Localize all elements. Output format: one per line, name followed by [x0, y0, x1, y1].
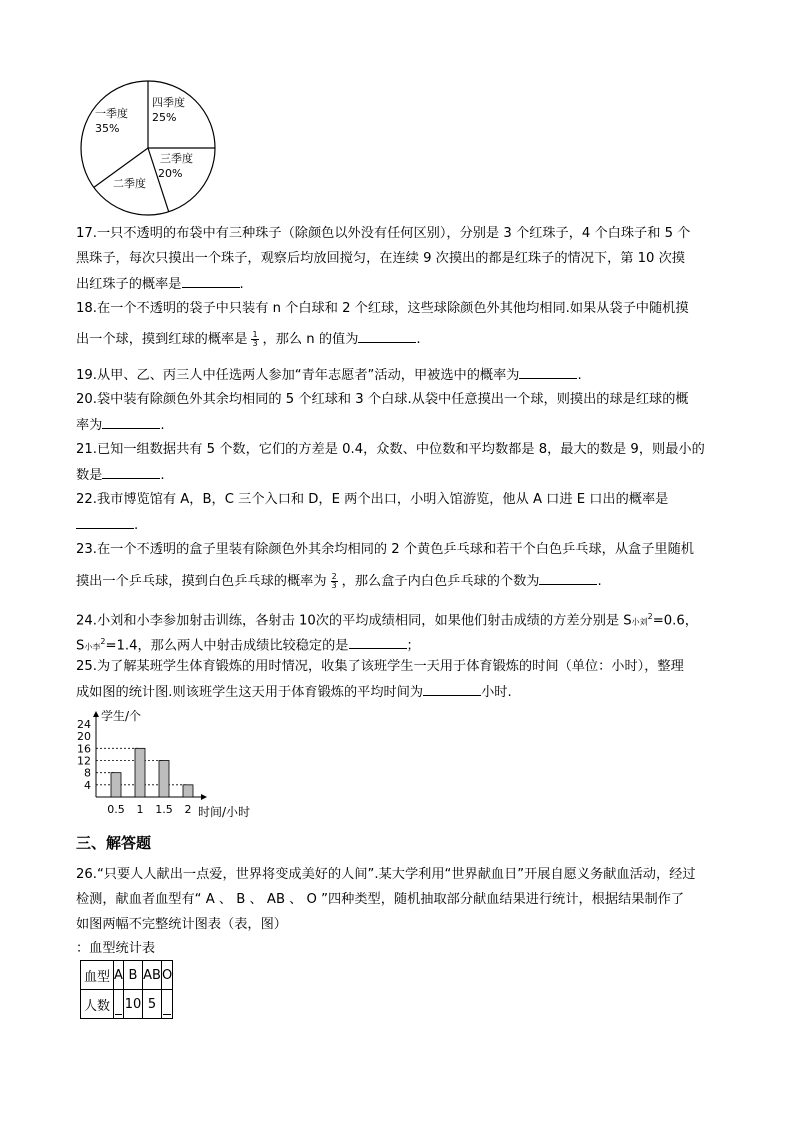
q19-text: 19.从甲、乙、丙三人中任选两人参加“青年志愿者”活动，甲被选中的概率为	[76, 368, 520, 383]
answer-blank[interactable]	[102, 466, 160, 479]
q24-end: ；	[406, 638, 420, 654]
q24-line1	[76, 608, 698, 631]
table-header-cell: B	[124, 961, 143, 990]
q17-end: .	[239, 277, 244, 292]
q22-end: .	[134, 518, 139, 533]
q21-text: 数是	[76, 468, 103, 483]
table-row	[81, 961, 173, 990]
bar-1.5	[159, 761, 169, 798]
answer-blank[interactable]	[76, 516, 134, 529]
x-tick-label: 1.5	[155, 803, 173, 816]
q22-line2	[76, 516, 138, 535]
q19-line	[76, 366, 582, 385]
table-header-cell: O	[162, 961, 173, 990]
table-header-cell: 血型	[81, 961, 114, 990]
q19-end: .	[577, 368, 582, 383]
pie-slices	[81, 81, 215, 215]
q23-line1: 23.在一个不透明的盒子里装有除颜色外其余均相同的 2 个黄色乒乓球和若干个白色乒乓球，从盒子里随机	[76, 542, 694, 557]
q18-end: .	[416, 332, 421, 347]
table-header-cell: AB	[143, 961, 162, 990]
q23-text2: ，那么盒子内白色乒乓球的个数为	[341, 574, 540, 589]
fraction: $\frac{1}{3}$	[252, 329, 258, 348]
q24-s: S	[76, 638, 85, 654]
answer-blank[interactable]	[519, 366, 577, 379]
q18-line2	[76, 330, 421, 349]
q25-text: 成如图的统计图.则该班学生这天用于体育锻炼的平均时间为	[76, 685, 424, 700]
q20-line1: 20.袋中装有除颜色外其余均相同的 5 个红球和 3 个白球.从袋中任意摸出一个球，则摸出的球是红球的概	[76, 392, 689, 407]
q25-line2	[76, 683, 512, 702]
q23-text: 摸出一个乒乓球，摸到白色乒乓球的概率为	[76, 574, 327, 589]
q21-end: .	[160, 468, 165, 483]
q21-line1: 21.已知一组数据共有 5 个数，它们的方差是 0.4，众数、中位数和平均数都是 8，最大的数是 9，则最小的	[76, 442, 705, 457]
section-title: 三、解答题	[76, 834, 152, 852]
table-cell: 10	[124, 990, 143, 1019]
q24-text: 24.小刘和小李参加射击训练，各射击 10次的平均成绩相同，如果他们射击成绩的方差分别是 S	[76, 613, 632, 629]
y-tick-label: 16	[77, 742, 91, 756]
superscript: 2	[100, 637, 106, 646]
q20-line2	[76, 416, 165, 435]
y-tick-label: 8	[84, 766, 91, 780]
answer-blank[interactable]	[349, 636, 407, 649]
table-caption: ：血型统计表	[76, 941, 156, 956]
q17-text: 出红珠子的概率是	[76, 277, 182, 292]
q18-text: 出一个球，摸到红球的概率是	[76, 332, 248, 347]
bar-2	[183, 785, 193, 797]
pie-label-q3-pct: 20%	[158, 167, 183, 180]
answer-blank[interactable]	[182, 275, 240, 288]
q24-value: =0.6，	[652, 613, 698, 629]
x-tick-label: 1	[136, 803, 144, 816]
x-axis-label: 时间/小时	[198, 805, 251, 819]
subscript: 小李	[84, 642, 101, 652]
pie-label-q4-name: 四季度	[152, 96, 185, 109]
table-row	[81, 990, 173, 1019]
q17-line1: 17.一只不透明的布袋中有三种珠子（除颜色以外没有任何区别），分别是 3 个红珠子，4 个白珠子和 5 个	[76, 226, 691, 241]
q26-line2: 检测，献血者血型有“ A 、 B 、 AB 、 O ”四种类型，随机抽取部分献血结果进行统计，根据结果制作了	[76, 892, 685, 907]
table-cell-blank[interactable]	[162, 990, 173, 1019]
pie-label-q4-pct: 25%	[152, 111, 177, 124]
q25-line1: 25.为了解某班学生体育锻炼的用时情况，收集了该班学生一天用于体育锻炼的时间（单位：小时），整理	[76, 659, 684, 674]
y-tick-label: 12	[77, 754, 91, 768]
exercise-time-bar-chart	[76, 706, 276, 824]
q24-text2: =1.4，那么两人中射击成绩比较稳定的是	[105, 638, 349, 654]
pie-label-q1-pct: 35%	[95, 122, 120, 135]
q18-text2: ，那么 n 的值为	[262, 332, 359, 347]
q22-line1: 22.我市博览馆有 A，B，C 三个入口和 D，E 两个出口，小明入馆游览，他从 A 口进 E 口出的概率是	[76, 492, 669, 507]
q25-end: 小时.	[481, 685, 512, 700]
fraction: $\frac{2}{3}$	[331, 571, 337, 590]
pie-label-q1-name: 一季度	[95, 107, 128, 120]
q23-line2	[76, 572, 602, 591]
blood-type-table	[80, 960, 173, 1019]
x-tick-label: 0.5	[107, 803, 125, 816]
bar-1	[135, 748, 145, 797]
answer-blank[interactable]	[358, 330, 416, 343]
q24-line2	[76, 633, 420, 656]
quarter-pie-chart	[76, 80, 226, 220]
q20-text: 率为	[76, 418, 103, 433]
table-cell: 5	[143, 990, 162, 1019]
y-tick-label: 4	[84, 778, 91, 792]
subscript: 小刘	[631, 617, 648, 627]
q18-line1: 18.在一个不透明的袋子中只装有 n 个白球和 2 个红球，这些球除颜色外其他均相同.如果从袋子中随机摸	[76, 301, 689, 316]
answer-blank[interactable]	[102, 416, 160, 429]
bar-0.5	[111, 773, 121, 797]
q21-line2	[76, 466, 165, 485]
q17-line2: 黑珠子，每次只摸出一个珠子，观察后均放回搅匀，在连续 9 次摸出的都是红珠子的情况下，第 10 次摸	[76, 251, 685, 266]
table-cell: 人数	[81, 990, 114, 1019]
y-tick-label: 20	[77, 730, 91, 744]
superscript: 2	[647, 612, 653, 621]
y-tick-label: 24	[77, 718, 91, 731]
table-header-cell: A	[114, 961, 124, 990]
x-tick-label: 2	[184, 803, 192, 816]
bar-marks	[77, 718, 193, 816]
table-cell-blank[interactable]	[114, 990, 124, 1019]
pie-label-q2-name: 二季度	[113, 177, 146, 190]
q23-end: .	[597, 574, 602, 589]
q26-line3: 如图两幅不完整统计图表（表，图）	[76, 917, 287, 932]
q26-line1: 26.“只要人人献出一点爱，世界将变成美好的人间”.某大学利用“世界献血日”开展自愿义务献血活动，经过	[76, 867, 696, 882]
answer-blank[interactable]	[539, 572, 597, 585]
y-axis-label: 学生/个	[101, 709, 142, 723]
q20-end: .	[160, 418, 165, 433]
answer-blank[interactable]	[423, 683, 481, 696]
pie-label-q3-name: 三季度	[160, 152, 193, 165]
q17-line3	[76, 275, 244, 294]
